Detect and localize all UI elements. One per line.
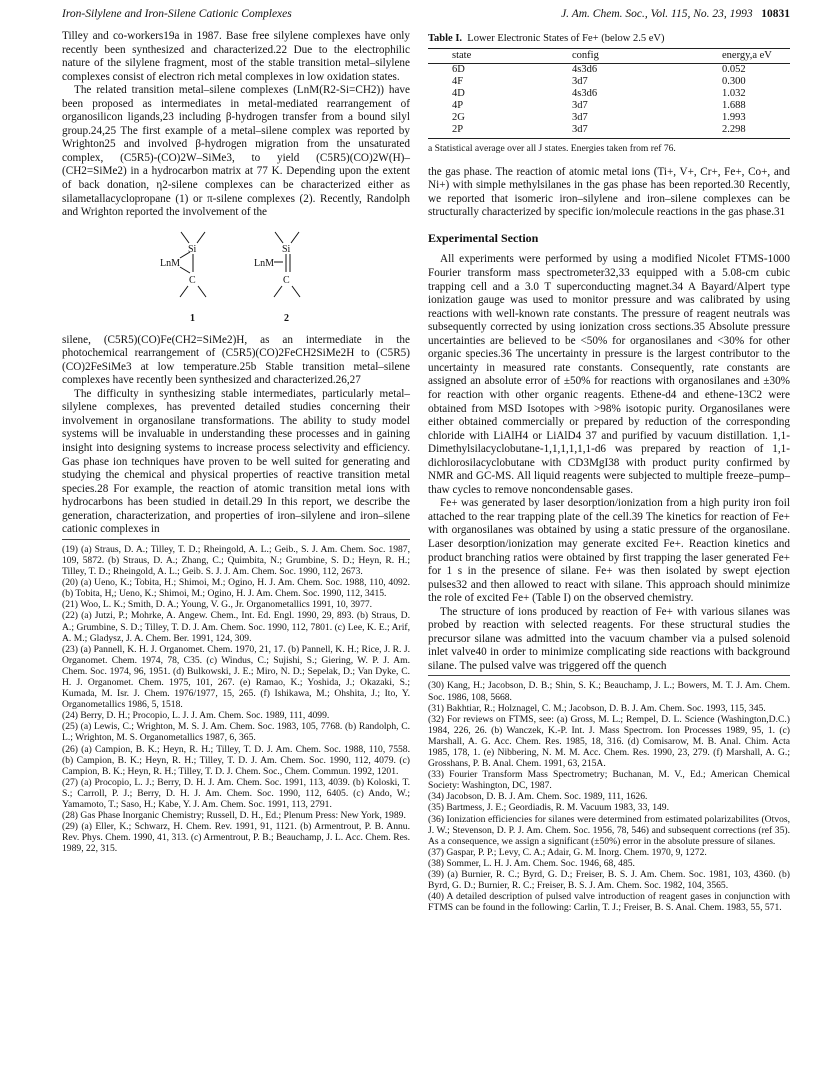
paragraph: All experiments were performed by using a modified Nicolet FTMS-1000 Fourier transform mass spectrometer32,33 equipped with a 5.08-cm cubic trapping cell and a 3.0 T superconducting magnet.34 A Bayard/Alpert type ionization gauge was used to monitor pressure and was calibrated by using reactions with well-known rate constants. The pressure of reagent neutrals was subsequently corrected by using ionization cross sections.35 Absolute pressure uncertainties are believed to be <50% for organosilanes and <30% for other organic species.36 The uncertainty in pressure is the largest contributor to the uncertainty in measured rate constants. Consequently, rate constants are assigned an absolute error of ±50% for reactions with organosilanes and ±30% for reaction with other organic reagents. Ethene-d4 and ethene-13C2 were obtained from MSD Isotopes with >98% isotopic purity. Organosilanes were either obtained commercially or prepared by reduction of the corresponding chloride with LiAlH4 or LiAlD4 37 and purified by vacuum distillation. 1,1-Dimethylsilacyclobutane-1,1,1,1,1,1-d6 was prepared by reaction of 1,1-dichlorosilacyclobutane with CD3MgI38 with product purity confirmed by NMR and GC-MS. All liquid reagents were subjected to multiple freeze–pump–thaw cycles to remove noncondensable gases. [428, 253, 790, 496]
reference: (20) (a) Ueno, K.; Tobita, H.; Shimoi, M.; Ogino, H. J. Am. Chem. Soc. 1988, 110, 4092. (b) Tobita, H,; Ueno, K.; Shimoi, M.; Ogino, H. J. Am. Chem. Soc. 1990, 112, 3415. [62, 577, 410, 600]
column-header: energy,a eV [712, 48, 790, 63]
reference: (19) (a) Straus, D. A.; Tilley, T. D.; Rheingold, A. L.; Geib., S. J. Am. Chem. Soc. 1987, 109, 5872. (b) Straus, D. A.; Zhang, C.; Quimbita, N.; Grumbine, S. D.; Heyn, R. H.; Tilley, T. D.; Rheingold, A. L.; Geib. S. J. J. Am. Chem. Soc. 1990, 112, 2673. [62, 543, 410, 578]
metal-label-2: LnM [254, 257, 274, 269]
left-column [62, 30, 410, 854]
metal-label-1: LnM [160, 257, 180, 269]
reference: (32) For reviews on FTMS, see: (a) Gross, M. L.; Rempel, D. L. Science (Washington,D.C.) 1984, 226, 26. (b) Wanczek, K.-P. Int. J. Mass Spectrom. Ion Processes 1989, 95, 1. (c) Marshall, A. G. Acc. Chem. Res. 1985, 18, 316. (d) Comisarow, M. B. Anal. Chim. Acta 1985, 178, 1. (e) Nibbering, N. M. M. Acc. Chem. Res. 1990, 23, 279. (f) Marshall, A. G.; Grosshans, P. B. Anal. Chem. 1991, 63, 215A. [428, 713, 790, 770]
column-header: config [572, 48, 712, 63]
table-row: 2P 3d7 2.298 [428, 124, 790, 139]
reference: (39) (a) Burnier, R. C.; Byrd, G. D.; Freiser, B. S. J. Am. Chem. Soc. 1981, 103, 4360. (b) Byrd, G. D.; Burnier, R. C.; Freiser, B. S. J. Am. Chem. Soc. 1982, 104, 3565. [428, 869, 790, 892]
table-row: 2G 3d7 1.993 [452, 112, 746, 124]
silene-structure-diagram [62, 230, 410, 328]
table-row: 4F 3d7 0.300 [452, 75, 746, 87]
reference: (22) (a) Jutzi, P.; Mohrke, A. Angew. Chem., Int. Ed. Engl. 1990, 29, 893. (b) Straus, D. A.; Grumbine, S. D.; Tilley, T. D. J. Am. Chem. Soc. 1990, 112, 7801. (c) Lee, K. E.; Arif, A. M.; Gladysz, J. A. Chem. Ber. 1991, 124, 309. [62, 610, 410, 644]
reference: (26) (a) Campion, B. K.; Heyn, R. H.; Tilley, T. D. J. Am. Chem. Soc. 1988, 110, 7558. (b) Campion, B. K.; Heyn, R. H.; Tilley, T. D. J. Am. Chem. Soc. 1990, 112, 4079. (c) Campion, B. K.; Heyn, R. H.; Tilley, T. D. J. Chem. Soc., Chem. Commun. 1992, 1201. [62, 743, 410, 777]
compound-number-1: 1 [190, 312, 195, 324]
si-label-2: Si [282, 243, 291, 255]
table-row: 6D 4s3d6 0.052 [452, 63, 746, 75]
paragraph: The difficulty in synthesizing stable intermediates, particularly metal–silylene complexes, has prevented detailed studies concerning their involvement in organosilane transformations. The ability to study model systems will be invaluable in understanding these processes and in gaining insight into designing systems to increase process selectivity and efficiency. Gas phase ion techniques have proven to be well suited for generating and studying the chemical and physical properties of reactive transition metal species.28 For example, the reaction of atomic transition metal ions with hydrocarbons has been studied in detail.29 In this report, we describe the generation, characterization, and properties of iron–silylene and iron–silene cationic complexes in [62, 387, 410, 536]
reference: (38) Sommer, L. H. J. Am. Chem. Soc. 1946, 68, 485. [428, 857, 635, 869]
running-header [62, 8, 790, 24]
compound-number-2: 2 [284, 312, 289, 324]
section-heading: Experimental Section [428, 230, 539, 245]
paragraph: the gas phase. The reaction of atomic metal ions (Ti+, V+, Cr+, Fe+, Co+, and Ni+) with simple methylsilanes in the gas phase has been reported.30 Recently, we reported that isomeric iron–silylene and iron–silene complexes can be structurally characterized by specific ion/molecule reactions in the gas phase.31 [428, 165, 790, 219]
right-column [428, 30, 790, 913]
reference: (27) (a) Procopio, L. J.; Berry, D. H. J. Am. Chem. Soc. 1991, 113, 4039. (b) Koloski, T. S.; Carroll, P. J.; Berry, D. H. J. Am. Chem. Soc. 1990, 112, 6405. (c) Ando, W.; Yamamoto, T.; Saso, H.; Kabe, Y. J. Am. Chem. Soc. 1991, 113, 2791. [62, 776, 410, 811]
reference: (34) Jacobson, D. B. J. Am. Chem. Soc. 1989, 111, 1626. [428, 791, 648, 803]
reference: (21) Woo, L. K.; Smith, D. A.; Young, V. G., Jr. Organometallics 1991, 10, 3977. [62, 599, 373, 611]
paragraph: The structure of ions produced by reaction of Fe+ with various silanes was probed by reaction with selected reagents. For these structural studies the precursor silane was admitted into the vacuum chamber via a pulsed solenoid inlet valve40 in order to minimize complicating side reactions with background silane. The pulsed valve was triggered off the quench [428, 605, 790, 672]
structures-1-and-2 [62, 230, 410, 328]
reference: (40) A detailed description of pulsed valve introduction of reagent gases in conjunction with FTMS can be found in the following: Carlin, T. J.; Freiser, B. S. Anal. Chem. 1983, 55, 571. [428, 891, 790, 914]
si-label-1: Si [188, 243, 197, 255]
running-title: Iron-Silylene and Iron-Silene Cationic Complexes [62, 8, 292, 20]
journal-citation: J. Am. Chem. Soc., Vol. 115, No. 23, 1993 10831 [561, 8, 790, 20]
footnotes-right [428, 675, 790, 913]
table-row: 4P 3d7 1.688 [452, 99, 746, 111]
reference: (25) (a) Lewis, C.; Wrighton, M. S. J. Am. Chem. Soc. 1983, 105, 7768. (b) Randolph, C. L.; Wrighton, M. S. Organometallics 1987, 6, 365. [62, 721, 410, 744]
reference: (33) Fourier Transform Mass Spectrometry; Buchanan, M. V., Ed.; American Chemical Society: Washington, DC, 1987. [428, 769, 790, 792]
reference: (30) Kang, H.; Jacobson, D. B.; Shin, S. K.; Beauchamp, J. L.; Bowers, M. T. J. Am. Chem. Soc. 1986, 108, 5668. [428, 680, 790, 703]
table-header-row [428, 48, 790, 63]
paragraph: Fe+ was generated by laser desorption/ionization from a high purity iron foil attached to the rear trapping plate of the cell.39 The kinetics for reaction of Fe+ with organosilanes was obtained by using a static pressure of the organosilane. Laser desorption/ionization may generate excited Fe+. Reaction kinetics and product branching ratios were obtained by first trapping the laser generated Fe+ for 1 s in the presence of silane. Fe+ was then isolated by swept ejection pulses32 and then allowed to react with silane. This approach should minimize the role of excited Fe+ (Table I) on the observed chemistry. [428, 497, 790, 605]
reference: (23) (a) Pannell, K. H. J. Organomet. Chem. 1970, 21, 17. (b) Pannell, K. H.; Rice, J. R. J. Organomet. Chem. 1974, 78, C35. (c) Windus, C.; Sujishi, S.; Giering, W. P. J. Am. Chem. Soc. 1974, 96, 1951. (d) Bulkowski, J. E.; Miro, N. D.; Sepelak, D.; Van Dyke, C. H. J. Organomet. Chem. 1975, 101, 267. (e) Ramao, K.; Yoshida, J.; Okazaki, S.; Kumada, M. Isr. J. Chem. 1976/1977, 15, 265. (f) Ishikawa, M.; Ohshita, J.; Ito, Y. Organometallics 1986, 5, 1518. [62, 643, 410, 711]
reference: (37) Gaspar, P. P.; Levy, C. A.; Adair, G. M. Inorg. Chem. 1970, 9, 1272. [428, 846, 707, 858]
electronic-states-table [428, 48, 790, 140]
page-number: 10831 [761, 8, 790, 20]
reference: (31) Bakhtiar, R.; Holznagel, C. M.; Jacobson, D. B. J. Am. Chem. Soc. 1993, 115, 345. [428, 702, 766, 714]
paragraph: Tilley and co-workers19a in 1987. Base free silylene complexes have only recently been synthesized and characterized.22 Due to the electrophilic nature of the silylene fragment, most of the stable transition metal–silylene complexes consist of electron rich metal complexes in low oxidation states. [62, 30, 410, 83]
c-label-1: C [189, 274, 196, 286]
reference: (29) (a) Eller, K.; Schwarz, H. Chem. Rev. 1991, 91, 1121. (b) Armentrout, P. B. Annu. Rev. Phys. Chem. 1990, 41, 313. (c) Armentrout, P. B.; Beauchamp, J. L. Acc. Chem. Res. 1989, 22, 315. [62, 821, 410, 855]
reference: (36) Ionization efficiencies for silanes were determined from estimated polarizabilites (Otvos, J. W.; Stevenson, D. P. J. Am. Chem. Soc. 1956, 78, 546) and subsequent corrections (ref 35). As a consequence, we assign a significant (±50%) error in the absolute pressure of silanes. [428, 813, 790, 847]
table-caption: Table I. Lower Electronic States of Fe+ (below 2.5 eV) [428, 33, 665, 44]
reference: (35) Bartmess, J. E.; Geordiadis, R. M. Vacuum 1983, 33, 149. [428, 802, 669, 814]
column-header: state [428, 48, 572, 63]
table-row: 4D 4s3d6 1.032 [452, 87, 746, 99]
table-footnote: a Statistical average over all J states. Energies taken from ref 76. [428, 143, 676, 155]
c-label-2: C [283, 274, 290, 286]
reference: (28) Gas Phase Inorganic Chemistry; Russell, D. H., Ed.; Plenum Press: New York, 1989. [62, 810, 406, 822]
paragraph: The related transition metal–silene complexes (LnM(R2-Si=CH2)) have been proposed as intermediates in metal-mediated rearrangement of organosilicon ligands,23 including β-hydrogen transfer from a bound silyl group.24,25 The first example of a metal–silene complex was reported by Wrighton25 and involved β-hydrogen migration from the unsaturated complex, (C5R5)-(CO)2W–SiMe3, to yield (C5R5)(CO)2W(H)–(CH2=SiMe2) in a hydrocarbon matrix at 77 K. Depending upon the extent of back donation, η2-silene complexes can be characterized either as silametallacyclopropane (1) or π-silene complexes (2). Recently, Randolph and Wrighton reported the involvement of the [62, 84, 410, 219]
paragraph: silene, (C5R5)(CO)Fe(CH2=SiMe2)H, as an intermediate in the photochemical rearrangement of (C5R5)(CO)2FeCH2SiMe2H to (C5R5)(CO)2FeSiMe3 at low temperature.25b Stable transition metal–silene complexes have recently been synthesized and characterized.26,27 [62, 333, 410, 387]
footnotes-left [62, 539, 410, 855]
reference: (24) Berry, D. H.; Procopio, L. J. J. Am. Chem. Soc. 1989, 111, 4099. [62, 710, 330, 722]
